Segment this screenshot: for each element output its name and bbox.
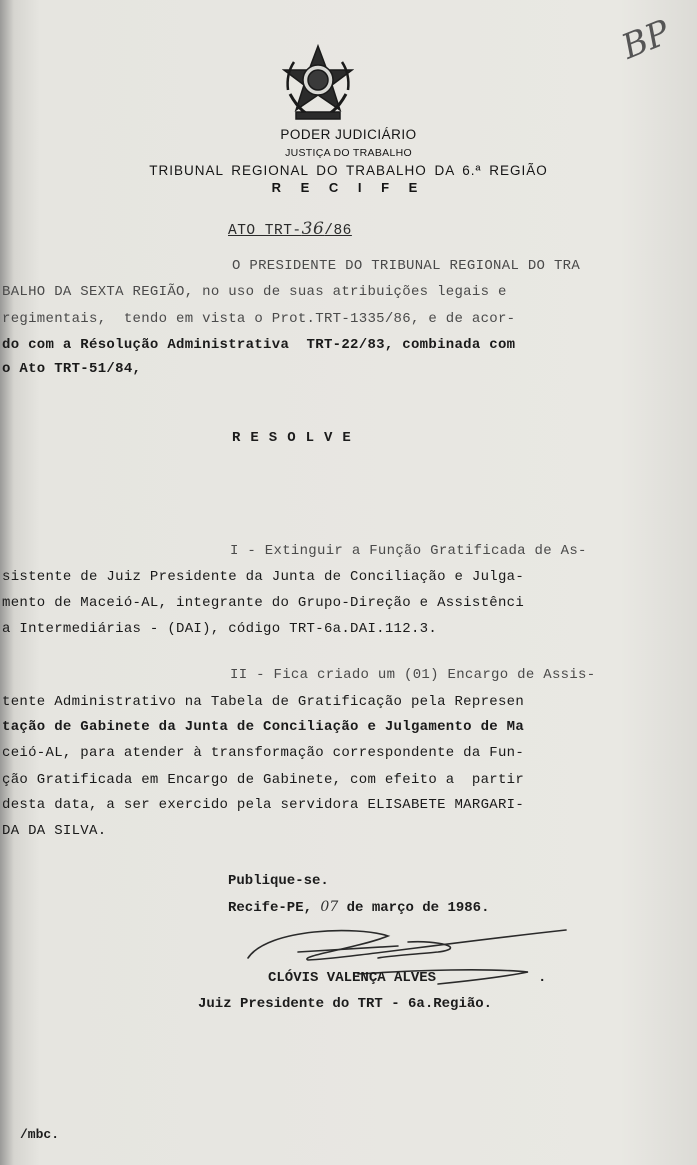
preamble-line: regimentais, tendo em vista o Prot.TRT-1335/86, e de acor-: [2, 311, 516, 327]
item2-line: ção Gratificada em Encargo de Gabinete, com efeito a partir: [2, 772, 525, 788]
preamble-line: O PRESIDENTE DO TRIBUNAL REGIONAL DO TRA: [232, 258, 581, 274]
item2-line: tente Administrativo na Tabela de Gratificação pela Represen: [2, 694, 525, 710]
item2-line: desta data, a ser exercido pela servidora ELISABETE MARGARI-: [2, 797, 525, 813]
brasao-republica-icon: [282, 44, 354, 122]
act-prefix: ATO TRT-: [228, 223, 302, 239]
signature-dot: .: [538, 970, 547, 986]
item1-line: I - Extinguir a Função Gratificada de As-: [230, 543, 587, 559]
item1-line: mento de Maceió-AL, integrante do Grupo-Direção e Assistênci: [2, 595, 525, 611]
publish-line: Publique-se.: [228, 873, 329, 889]
preamble-line: BALHO DA SEXTA REGIÃO, no uso de suas atribuições legais e: [2, 284, 507, 300]
place-date: [228, 899, 489, 916]
item2-line: tação de Gabinete da Junta de Conciliação e Julgamento de Ma: [2, 719, 525, 735]
item2-line: ceió-AL, para atender à transformação correspondente da Fun-: [2, 745, 525, 761]
item2-line: DA DA SILVA.: [2, 823, 107, 839]
signatory-name: CLÓVIS VALENÇA ALVES: [268, 970, 437, 986]
signatory-title: Juiz Presidente do TRT - 6a.Região.: [198, 996, 493, 1012]
preamble-line: do com a Résolução Administrativa TRT-22/83, combinada com: [2, 337, 516, 353]
place-date-prefix: Recife-PE,: [228, 900, 313, 916]
item1-line: sistente de Juiz Presidente da Junta de Conciliação e Julga-: [2, 569, 525, 585]
resolve-heading: RESOLVE: [232, 430, 361, 446]
header-justica-trabalho: JUSTIÇA DO TRABALHO: [285, 147, 412, 159]
act-number: [228, 219, 352, 239]
header-tribunal: TRIBUNAL REGIONAL DO TRABALHO DA 6.ª REGIÃO: [149, 163, 548, 178]
act-number-handwritten: 36: [301, 219, 325, 239]
preamble-line: o Ato TRT-51/84,: [2, 361, 142, 377]
date-suffix: de março de 1986.: [346, 900, 490, 916]
item1-line: a Intermediárias - (DAI), código TRT-6a.DAI.112.3.: [2, 621, 438, 637]
act-suffix: /86: [324, 223, 352, 239]
typist-initials: /mbc.: [20, 1127, 60, 1142]
margin-initials: BP: [616, 12, 676, 68]
item2-line: II - Fica criado um (01) Encargo de Assis-: [230, 667, 596, 683]
header-poder-judiciario: PODER JUDICIÁRIO: [280, 127, 417, 142]
handwritten-day: 07: [320, 899, 339, 915]
header-city: R E C I F E: [271, 180, 426, 195]
